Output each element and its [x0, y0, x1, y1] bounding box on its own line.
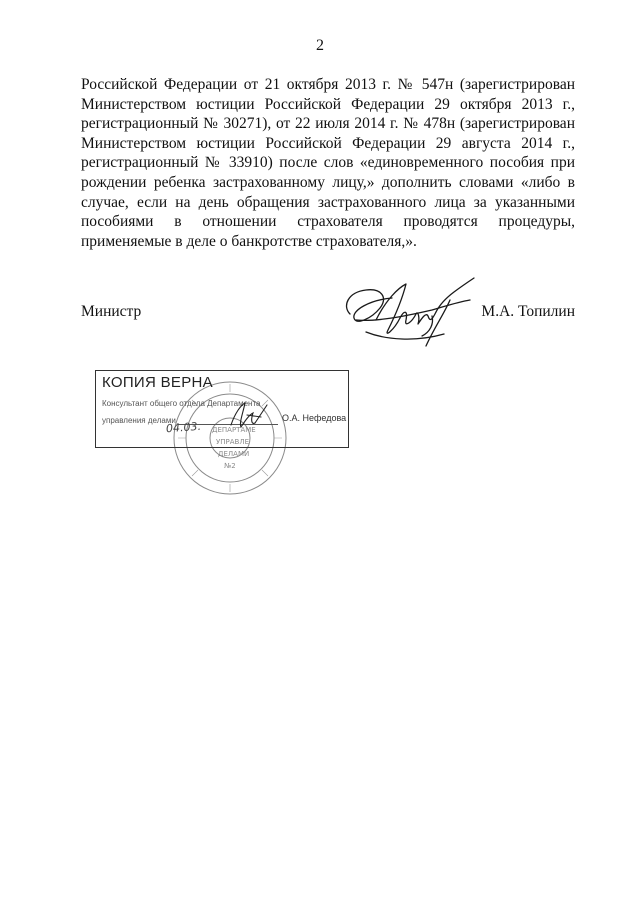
body-line: пособиями в отношении страхователя проводятся процедуры, — [81, 213, 575, 231]
body-line: Министерством юстиции Российской Федерации 29 августа 2014 г., — [81, 134, 575, 152]
stamp-copy-name: О.А. Нефедова — [282, 413, 347, 423]
body-line: случае, если на день обращения застрахованного лица за указанными — [81, 193, 575, 211]
signatory-name: М.А. Топилин — [481, 303, 575, 320]
signature-block — [81, 302, 575, 324]
svg-text:№2: №2 — [224, 462, 236, 470]
copy-signature — [225, 395, 285, 435]
stamp-line-1: Консультант общего отдела Департамента — [102, 399, 261, 408]
svg-text:ДЕЛАМИ: ДЕЛАМИ — [218, 450, 250, 458]
position-title: Министр — [81, 303, 142, 320]
body-line: Министерством юстиции Российской Федерации 29 октября 2013 г., — [81, 95, 575, 113]
body-line: регистрационный № 30271), от 22 июля 2014 г. № 478н (зарегистрирован — [81, 115, 575, 133]
handwritten-signature — [336, 270, 486, 352]
stamp-title: КОПИЯ ВЕРНА — [102, 374, 213, 391]
body-line: Российской Федерации от 21 октября 2013 г. № 547н (зарегистрирован — [81, 76, 575, 93]
body-line: рождении ребенка застрахованному лицу,» дополнить словами «либо в — [81, 173, 575, 191]
svg-text:ДЕПАРТАМЕ: ДЕПАРТАМЕ — [212, 426, 256, 434]
svg-text:УПРАВЛЕ: УПРАВЛЕ — [216, 438, 250, 446]
body-text — [81, 75, 575, 251]
stamp-date: 04.03. — [165, 419, 202, 436]
body-line: регистрационный № 33910) после слов «единовременного пособия при — [81, 154, 575, 172]
certification-stamp — [95, 370, 349, 448]
body-line: применяемые в деле о банкротстве страхователя,». — [81, 232, 417, 250]
stamp-line-2: управления делами — [102, 416, 176, 425]
page-number: 2 — [316, 37, 324, 54]
